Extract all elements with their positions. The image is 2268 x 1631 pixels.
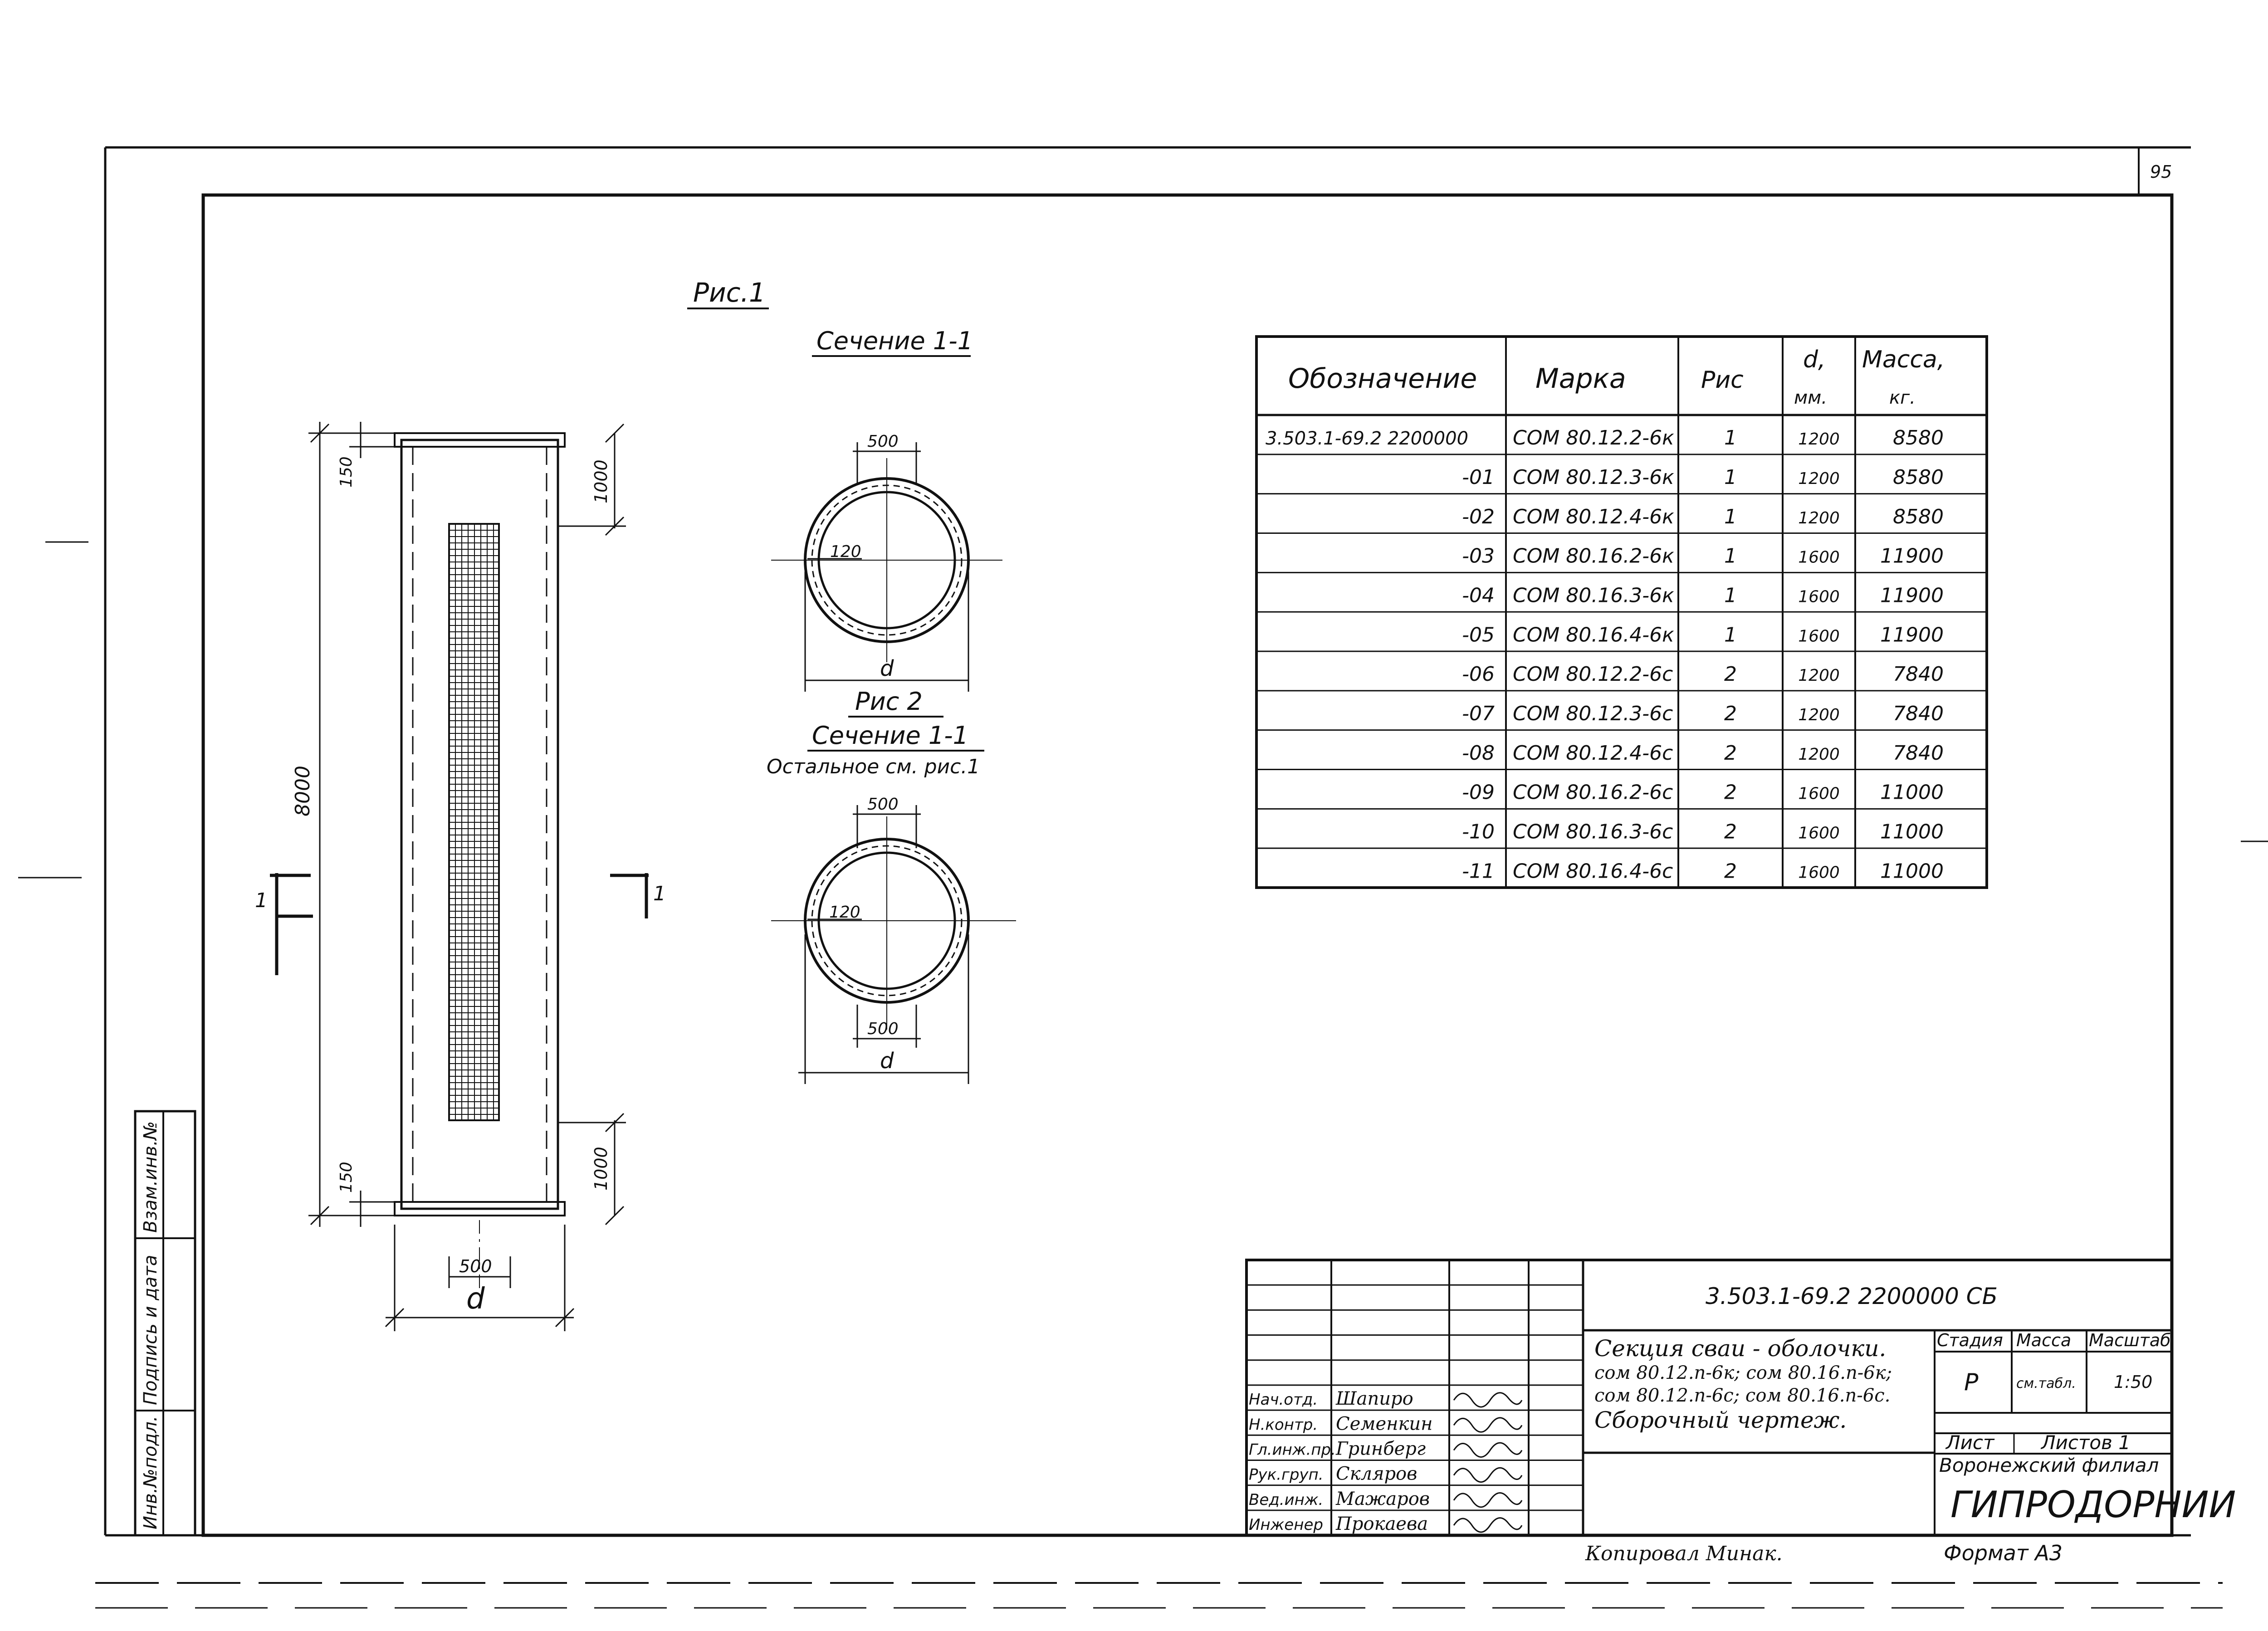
fig2-section-title: Сечение 1-1 <box>812 721 969 750</box>
dim-150-top: 150 <box>337 456 356 488</box>
description-line-3: сом 80.12.п-6с; сом 80.16.п-6с. <box>1594 1385 1891 1406</box>
spec-cell: -10 <box>1462 820 1495 844</box>
spec-cell: 1200 <box>1798 705 1840 724</box>
copied-by: Копировал Минак. <box>1585 1542 1783 1565</box>
spec-cell: 1 <box>1724 623 1737 647</box>
fig2-label: Рис 2 <box>855 687 923 716</box>
spec-cell: СОМ 80.12.3-6с <box>1513 702 1673 725</box>
th-fig: Рис <box>1701 366 1744 394</box>
spec-cell: 1600 <box>1798 784 1840 803</box>
spec-cell: 8580 <box>1893 465 1944 489</box>
cross-section-fig2 <box>771 795 1016 1084</box>
spec-cell: 1 <box>1724 465 1737 489</box>
spec-cell: СОМ 80.16.4-6с <box>1513 859 1673 883</box>
c2-dim-d: d <box>880 1048 894 1074</box>
spec-cell: -07 <box>1462 702 1495 725</box>
spec-cell: 1600 <box>1798 627 1840 646</box>
th-mass: Масса, <box>1862 346 1945 373</box>
spec-cell: 2 <box>1724 702 1737 725</box>
spec-cell: 11000 <box>1880 781 1944 804</box>
pile-elevation <box>395 433 565 1297</box>
spec-table <box>1256 337 1987 888</box>
spec-cell: СОМ 80.12.4-6к <box>1513 505 1674 528</box>
signer-name: Семенкин <box>1336 1413 1433 1435</box>
description-line-2: сом 80.12.п-6к; сом 80.16.п-6к; <box>1594 1362 1892 1383</box>
spec-cell: -03 <box>1462 544 1495 568</box>
th-mass-unit: кг. <box>1889 387 1916 408</box>
spec-table-rows <box>1266 426 1944 883</box>
spec-cell: 2 <box>1724 820 1737 844</box>
signature-scribble <box>1454 1493 1522 1507</box>
th-d-unit: мм. <box>1794 387 1828 408</box>
signer-name: Скляров <box>1336 1463 1418 1485</box>
spec-cell: -11 <box>1462 859 1495 883</box>
cross-section-fig1 <box>771 432 1002 692</box>
signer-name: Шапиро <box>1336 1388 1413 1410</box>
spec-cell: СОМ 80.16.3-6к <box>1513 584 1674 607</box>
dim-1000-top: 1000 <box>591 459 611 503</box>
signature-scribble <box>1454 1468 1522 1482</box>
spec-cell: 11900 <box>1880 544 1944 568</box>
section-mark-right: 1 <box>653 882 666 905</box>
signer-role: Н.контр. <box>1249 1416 1318 1434</box>
spec-cell: 1200 <box>1798 508 1840 527</box>
spec-cell: 1600 <box>1798 863 1840 882</box>
spec-cell: 2 <box>1724 663 1737 686</box>
spec-cell: 1 <box>1724 584 1737 607</box>
col-mass: Масса <box>2016 1330 2072 1350</box>
spec-cell: 11900 <box>1880 623 1944 647</box>
dim-150-bottom: 150 <box>337 1162 356 1193</box>
dim-500-elevation: 500 <box>459 1256 492 1276</box>
description-line-4: Сборочный чертеж. <box>1594 1407 1847 1433</box>
spec-cell: -05 <box>1462 623 1495 647</box>
th-d: d, <box>1803 346 1826 373</box>
spec-cell: СОМ 80.16.4-6к <box>1513 623 1674 647</box>
section-mark-left: 1 <box>255 889 268 912</box>
c1-dim-d: d <box>880 656 894 681</box>
c2-dim-500-bottom: 500 <box>867 1020 899 1038</box>
spec-cell: СОМ 80.16.2-6к <box>1513 544 1674 568</box>
spec-cell: СОМ 80.16.3-6с <box>1513 820 1673 844</box>
th-mark: Марка <box>1535 363 1626 395</box>
spec-cell: 1 <box>1724 426 1737 450</box>
spec-cell: 7840 <box>1893 741 1944 765</box>
spiral-reinforcement-mesh <box>449 524 499 1120</box>
spec-cell: 11000 <box>1880 820 1944 844</box>
spec-cell: 1 <box>1724 544 1737 568</box>
signer-role: Инженер <box>1249 1516 1323 1534</box>
spec-cell: 2 <box>1724 781 1737 804</box>
spec-cell: СОМ 80.16.2-6с <box>1513 781 1673 804</box>
signature-scribble <box>1454 1393 1522 1407</box>
dim-8000: 8000 <box>291 766 314 816</box>
spec-cell: -02 <box>1462 505 1495 528</box>
spec-cell: 1600 <box>1798 587 1840 606</box>
fig2-note: Остальное см. рис.1 <box>767 755 980 778</box>
c1-dim-120: 120 <box>830 542 861 561</box>
spec-cell: -01 <box>1462 465 1495 489</box>
doc-code: 3.503.1-69.2 2200000 СБ <box>1706 1283 1998 1309</box>
spec-cell: 2 <box>1724 741 1737 765</box>
spec-cell: 1600 <box>1798 548 1840 567</box>
c1-dim-500: 500 <box>867 432 899 451</box>
signature-scribble <box>1454 1443 1522 1457</box>
spec-cell: -06 <box>1462 663 1495 686</box>
description-line-1: Секция сваи - оболочки. <box>1594 1335 1887 1362</box>
signer-name: Мажаров <box>1336 1488 1430 1509</box>
fig1-section-title: Сечение 1-1 <box>816 327 973 355</box>
stage-value: Р <box>1964 1369 1979 1396</box>
spec-cell: 3.503.1-69.2 2200000 <box>1266 428 1469 449</box>
signer-role: Рук.груп. <box>1249 1465 1324 1484</box>
signer-role: Вед.инж. <box>1249 1490 1324 1509</box>
c2-dim-120: 120 <box>829 903 860 922</box>
side-stamp-replace: Взам.инв.№ <box>140 1121 161 1233</box>
spec-cell: -04 <box>1462 584 1495 607</box>
format-label: Формат А3 <box>1944 1541 2063 1565</box>
spec-cell: 1600 <box>1798 824 1840 843</box>
spec-cell: 8580 <box>1893 505 1944 528</box>
sheet-label: Лист <box>1946 1431 1994 1454</box>
spec-cell: 2 <box>1724 859 1737 883</box>
scale-value: 1:50 <box>2114 1372 2153 1392</box>
signer-name: Гринберг <box>1336 1438 1426 1460</box>
side-stamp-inv: Инв.№подл. <box>140 1416 161 1529</box>
spec-cell: СОМ 80.12.2-6с <box>1513 663 1673 686</box>
sheet-number: 95 <box>2150 162 2172 182</box>
side-stamp <box>135 1111 195 1535</box>
spec-cell: -09 <box>1462 781 1495 804</box>
spec-cell: 1200 <box>1798 469 1840 488</box>
fig1-label: Рис.1 <box>693 277 766 308</box>
spec-cell: 7840 <box>1893 702 1944 725</box>
signer-role: Нач.отд. <box>1249 1391 1318 1409</box>
org-line-2: ГИПРОДОРНИИ <box>1950 1484 2236 1526</box>
elevation-dimensions <box>291 422 626 1331</box>
c2-dim-500-top: 500 <box>867 795 899 814</box>
signature-scribble <box>1454 1418 1522 1432</box>
col-scale: Масштаб <box>2089 1330 2171 1350</box>
signature-scribble <box>1454 1518 1522 1532</box>
side-stamp-signature: Подпись и дата <box>140 1255 161 1405</box>
spec-cell: 1200 <box>1798 745 1840 764</box>
spec-cell: 11000 <box>1880 859 1944 883</box>
spec-cell: 1200 <box>1798 666 1840 685</box>
spec-cell: 1200 <box>1798 430 1840 449</box>
spec-cell: 1 <box>1724 505 1737 528</box>
spec-cell: СОМ 80.12.4-6с <box>1513 741 1673 765</box>
spec-cell: СОМ 80.12.3-6к <box>1513 465 1674 489</box>
spec-cell: 8580 <box>1893 426 1944 450</box>
spec-cell: СОМ 80.12.2-6к <box>1513 426 1674 450</box>
title-block <box>1246 1260 2236 1535</box>
col-stage: Стадия <box>1937 1330 2003 1350</box>
spec-cell: 11900 <box>1880 584 1944 607</box>
th-designation: Обозначение <box>1288 363 1477 395</box>
signer-name: Прокаева <box>1336 1514 1428 1534</box>
spec-cell: 7840 <box>1893 663 1944 686</box>
dim-1000-bottom: 1000 <box>591 1147 611 1191</box>
mass-value: см.табл. <box>2016 1376 2076 1392</box>
spec-cell: -08 <box>1462 741 1495 765</box>
dim-d-elevation: d <box>466 1282 485 1316</box>
sheets-label: Листов 1 <box>2041 1431 2131 1454</box>
org-line-1: Воронежский филиал <box>1939 1454 2159 1476</box>
signer-role: Гл.инж.пр. <box>1249 1441 1336 1459</box>
